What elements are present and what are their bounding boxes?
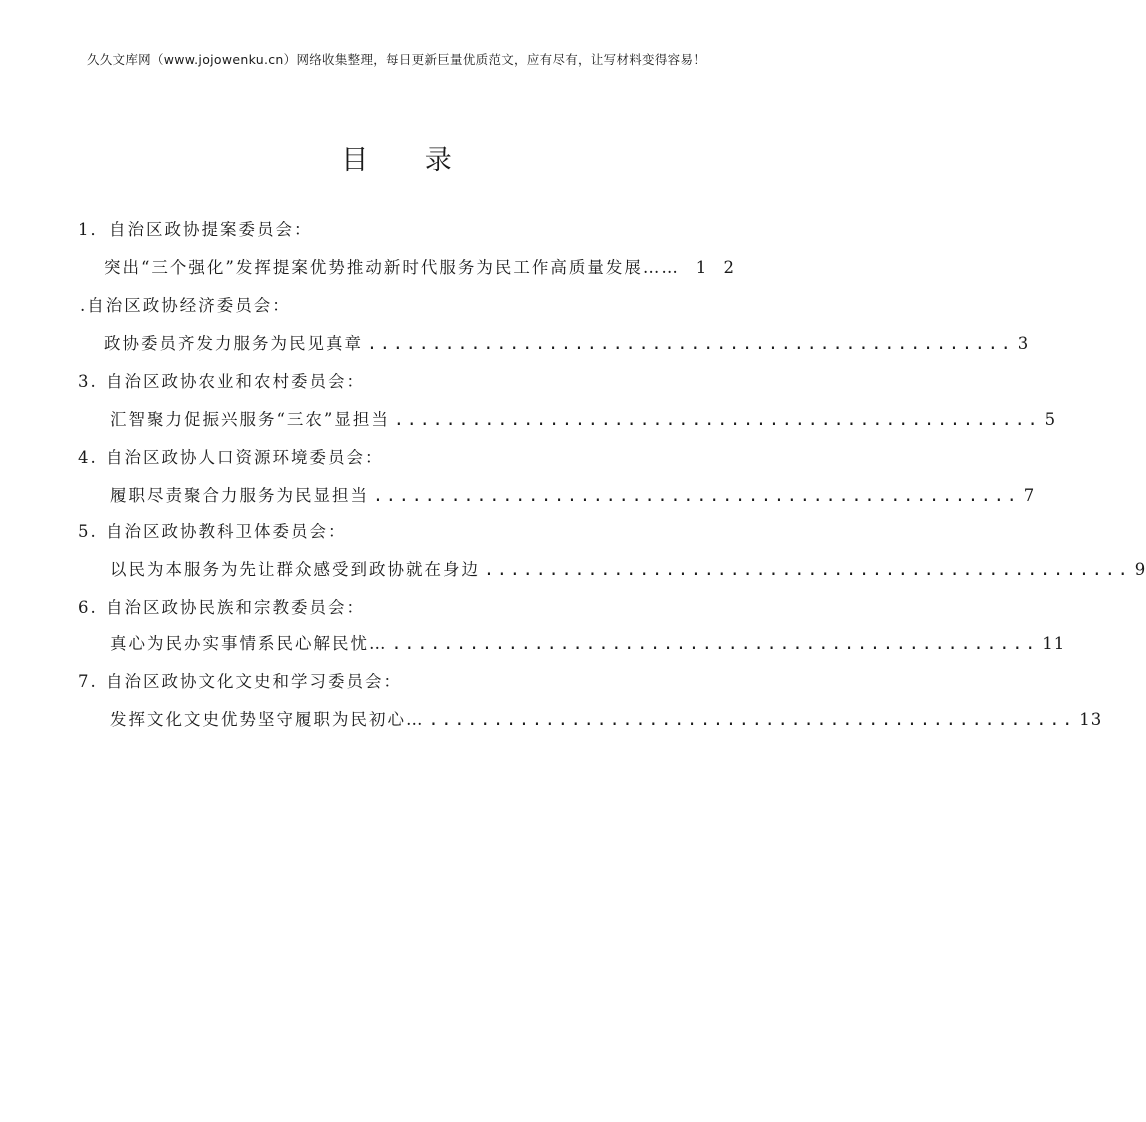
toc-entry-5[interactable]	[110, 556, 1146, 580]
toc-leader-dots: ..................................................	[393, 410, 1041, 429]
toc-entry-6[interactable]	[110, 630, 1066, 654]
toc-page-number: 1 2	[695, 258, 740, 277]
toc-section-number: 4.	[78, 448, 98, 467]
toc-section-number: .	[80, 296, 88, 315]
toc-section-number: 3.	[78, 372, 98, 391]
toc-entry-2[interactable]	[104, 330, 1030, 354]
toc-section-3	[78, 368, 365, 392]
toc-leader-dots: ..................................................	[428, 710, 1076, 729]
toc-page-number: 5	[1044, 410, 1057, 429]
toc-page-number: 13	[1079, 710, 1103, 729]
toc-section-7	[78, 668, 402, 692]
toc-section-2	[80, 292, 291, 316]
toc-section-heading: 自治区政协人口资源环境委员会：	[106, 448, 384, 467]
toc-section-heading: 自治区政协民族和宗教委员会：	[106, 598, 365, 617]
toc-entry-title: 以民为本服务为先让群众感受到政协就在身边	[110, 560, 480, 579]
toc-entry-title: 发挥文化文史优势坚守履职为民初心…	[110, 710, 425, 729]
page-header-note: 久久文库网（www.jojowenku.cn）网络收集整理，每日更新巨量优质范文，应有尽有，让写材料变得容易！	[86, 52, 707, 67]
toc-section-1	[78, 216, 313, 240]
toc-entry-title: 真心为民办实事情系民心解民忧…	[110, 634, 388, 653]
toc-entry-7[interactable]	[110, 706, 1103, 730]
toc-section-heading: 自治区政协经济委员会：	[87, 296, 291, 315]
toc-section-number: 1．	[78, 220, 109, 239]
toc-entry-title: 履职尽责聚合力服务为民显担当	[110, 486, 369, 505]
toc-section-5	[78, 518, 347, 542]
toc-entry-title: 突出“三个强化”发挥提案优势推动新时代服务为民工作高质量发展……	[104, 258, 680, 277]
toc-leader-dots: ..................................................	[391, 634, 1039, 653]
toc-entry-4[interactable]	[110, 482, 1036, 506]
toc-title: 目 录	[341, 145, 476, 176]
toc-entry-1[interactable]	[104, 254, 740, 278]
toc-entry-title: 汇智聚力促振兴服务“三农”显担当	[110, 410, 390, 429]
toc-leader-dots: ..................................................	[367, 334, 1014, 353]
toc-section-heading: 自治区政协教科卫体委员会：	[106, 522, 347, 541]
toc-section-number: 7.	[78, 672, 98, 691]
toc-section-number: 5.	[78, 522, 98, 541]
toc-page-number: 3	[1017, 334, 1030, 353]
toc-section-heading: 自治区政协提案委员会：	[109, 220, 313, 239]
toc-section-heading: 自治区政协文化文史和学习委员会：	[106, 672, 402, 691]
toc-leader-dots: ..................................................	[373, 486, 1020, 505]
toc-page-number: 9	[1134, 560, 1146, 579]
toc-leader-dots: ..................................................	[484, 560, 1131, 579]
toc-section-6	[78, 594, 365, 618]
toc-section-number: 6.	[78, 598, 98, 617]
toc-section-heading: 自治区政协农业和农村委员会：	[106, 372, 365, 391]
toc-page-number: 7	[1023, 486, 1036, 505]
toc-page-number: 11	[1042, 634, 1066, 653]
toc-entry-title: 政协委员齐发力服务为民见真章	[104, 334, 363, 353]
toc-section-4	[78, 444, 384, 468]
toc-entry-3[interactable]	[110, 406, 1057, 430]
